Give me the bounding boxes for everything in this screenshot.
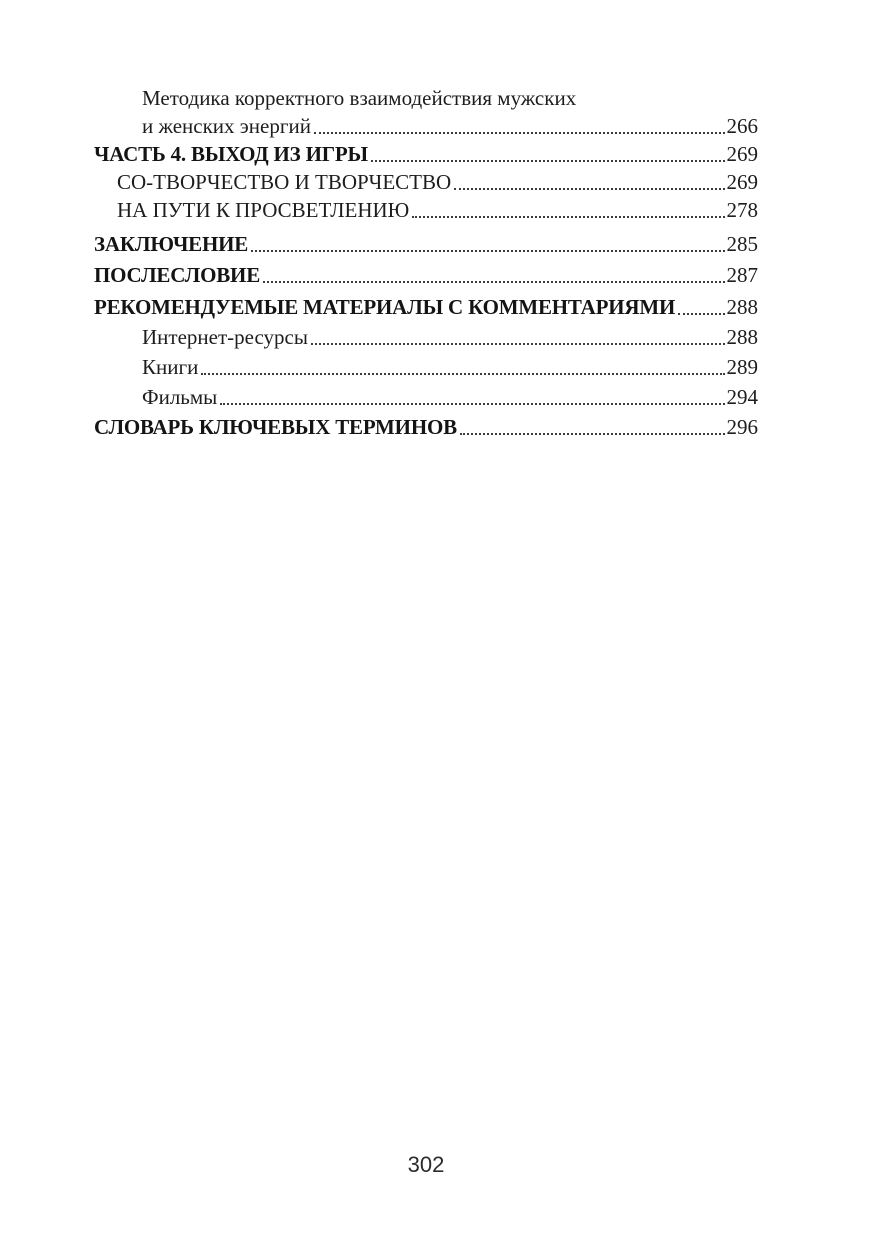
toc-entry-title: СЛОВАРЬ КЛЮЧЕВЫХ ТЕРМИНОВ xyxy=(94,415,457,439)
toc-page-number: 288 xyxy=(726,325,758,349)
toc-dot-leader xyxy=(314,132,725,134)
toc-dot-leader xyxy=(311,343,725,345)
toc-entry-row xyxy=(94,112,758,140)
toc-entry-title: ЗАКЛЮЧЕНИЕ xyxy=(94,232,249,256)
toc-page-number: 287 xyxy=(726,263,758,287)
footer-page-number: 302 xyxy=(407,1152,445,1177)
toc-entry-title: ЧАСТЬ 4. ВЫХОД ИЗ ИГРЫ xyxy=(94,142,368,166)
toc-page-number: 278 xyxy=(726,198,758,222)
table-of-contents xyxy=(94,84,758,441)
toc-entry-title: Интернет-ресурсы xyxy=(142,325,308,349)
toc-dot-leader xyxy=(201,373,724,375)
toc-page-number: 288 xyxy=(726,295,758,319)
toc-dot-leader xyxy=(251,250,724,252)
toc-entry-title: СО-ТВОРЧЕСТВО И ТВОРЧЕСТВО xyxy=(117,170,452,194)
toc-entry-row xyxy=(94,84,758,112)
toc-entry-row xyxy=(94,168,758,196)
toc-dot-leader xyxy=(412,216,724,218)
toc-entry-title: Фильмы xyxy=(142,385,218,409)
toc-page-number: 266 xyxy=(726,114,758,138)
toc-entry-row xyxy=(94,261,758,289)
toc-entry-row xyxy=(94,413,758,441)
toc-dot-leader xyxy=(460,433,725,435)
toc-entry-row xyxy=(94,323,758,351)
toc-dot-leader xyxy=(371,160,725,162)
toc-entry-title: Книги xyxy=(142,355,199,379)
toc-page-number: 285 xyxy=(726,232,758,256)
toc-page-number: 294 xyxy=(726,385,758,409)
toc-entry-row xyxy=(94,383,758,411)
toc-page-number: 269 xyxy=(726,142,758,166)
toc-page-number: 296 xyxy=(726,415,758,439)
toc-entry-row xyxy=(94,230,758,258)
toc-entry-title: ПОСЛЕСЛОВИЕ xyxy=(94,263,260,287)
toc-page-number: 289 xyxy=(726,355,758,379)
toc-entry-title: РЕКОМЕНДУЕМЫЕ МАТЕРИАЛЫ С КОММЕНТАРИЯМИ xyxy=(94,295,676,319)
toc-entry-title: Методика корректного взаимодействия мужских xyxy=(142,86,577,110)
toc-entry-title: НА ПУТИ К ПРОСВЕТЛЕНИЮ xyxy=(117,198,410,222)
toc-page-number: 269 xyxy=(726,170,758,194)
toc-entry-row xyxy=(94,196,758,224)
toc-dot-leader xyxy=(454,188,724,190)
toc-dot-leader xyxy=(678,313,724,315)
toc-entry-title: и женских энергий xyxy=(142,114,311,138)
toc-entry-row xyxy=(94,353,758,381)
toc-dot-leader xyxy=(220,403,724,405)
toc-entry-row xyxy=(94,293,758,321)
toc-dot-leader xyxy=(263,281,725,283)
toc-entry-row xyxy=(94,140,758,168)
